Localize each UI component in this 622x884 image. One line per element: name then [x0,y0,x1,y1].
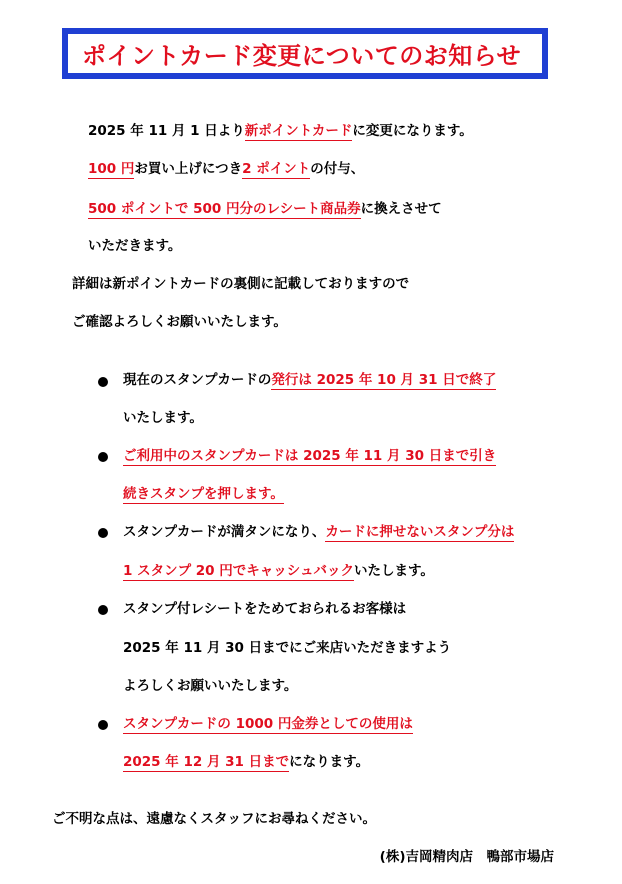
details-line-2 [72,312,287,332]
bullet-4-end-text: よろしくお願いいたします。 [123,678,298,694]
card-full-text: スタンプカードが満タンになり、 [123,524,326,540]
closing-text: ご不明な点は、遠慮なくスタッフにお尋ねください。 [52,811,376,827]
intro-line-4 [88,236,181,256]
receipt-customers-text: スタンプ付レシートをためておられるお客様は [123,601,407,617]
intro-end-text: いただきます。 [88,238,182,254]
store-signature: (株)吉岡精肉店 鴨部市場店 [379,849,554,865]
bullet-3-line-1 [123,522,514,542]
current-card-text: 現在のスタンプカードの [123,372,272,388]
intro-change-text: に変更になります。 [352,123,473,139]
intro-line-3 [88,199,442,219]
confirm-text: ご確認よろしくお願いいたします。 [72,314,287,330]
bullet-dot-5 [98,720,108,730]
cashback-highlight: 1 スタンプ 20 円でキャッシュバック [123,563,355,579]
bullet-1-end-text: いたします。 [123,410,203,426]
bullet-dot-3 [98,528,108,538]
intro-line-1 [88,121,473,141]
receipt-voucher-highlight: 500 ポイントで 500 円分のレシート商品券 [88,201,361,217]
title-banner-inner [68,34,542,73]
intro-date-text: 2025 年 11 月 1 日より [88,123,245,139]
signature-line [380,847,554,867]
unstampable-highlight: カードに押せないスタンプ分は [325,524,515,540]
issue-end-highlight: 発行は 2025 年 10 月 31 日で終了 [271,372,497,388]
stamp-until-highlight: ご利用中のスタンプカードは 2025 年 11 月 30 日まで引き [123,448,497,464]
continue-stamp-highlight: 続きスタンプを押します。 [123,486,284,502]
hundred-yen-highlight: 100 円 [88,161,135,177]
bullet-1-line-1 [123,370,496,390]
new-point-card-highlight: 新ポイントカード [244,123,353,139]
bullet-1-line-2 [123,408,203,428]
bullet-5-line-1 [123,714,413,734]
two-points-highlight: 2 ポイント [242,161,311,177]
details-line-1 [72,274,409,294]
voucher-deadline-highlight: 2025 年 12 月 31 日まで [123,754,290,770]
bullet-3-end-text: いたします。 [354,563,434,579]
grant-text: の付与、 [310,161,365,177]
intro-line-2 [88,159,364,179]
bullet-3-line-2 [123,561,434,581]
bullet-5-end-text: になります。 [289,754,370,770]
details-text: 詳細は新ポイントカードの裏側に記載しておりますので [72,276,410,292]
bullet-dot-4 [98,605,108,615]
bullet-4-line-2 [123,638,451,658]
exchange-text: に換えさせて [360,201,442,217]
voucher-usage-highlight: スタンプカードの 1000 円金券としての使用は [123,716,413,732]
bullet-4-line-3 [123,676,297,696]
closing-line [52,809,376,829]
bullet-2-line-2 [123,484,284,504]
bullet-4-line-1 [123,599,406,619]
bullet-5-line-2 [123,752,369,772]
bullet-dot-2 [98,452,108,462]
title-banner [62,28,548,79]
purchase-text: お買い上げにつき [134,161,243,177]
page-title: ポイントカード変更についてのお知らせ [82,42,522,70]
bullet-dot-1 [98,377,108,387]
bullet-2-line-1 [123,446,496,466]
visit-deadline-text: 2025 年 11 月 30 日までにご来店いただきますよう [123,640,452,656]
